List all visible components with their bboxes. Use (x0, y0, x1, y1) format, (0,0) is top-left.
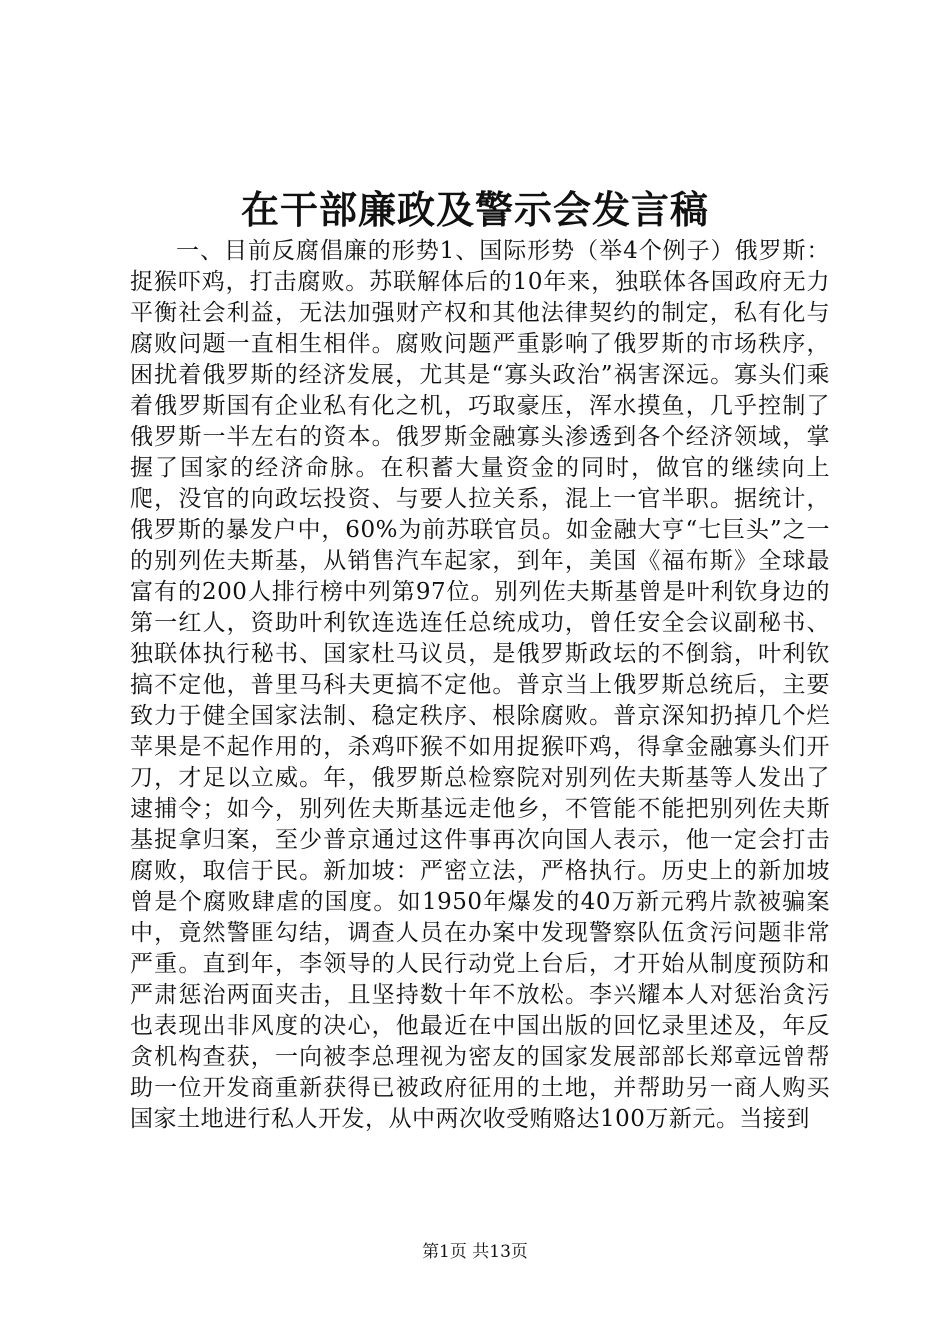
page-number-footer: 第1页 共13页 (422, 1242, 528, 1262)
document-title: 在干部廉政及警示会发言稿 (240, 187, 709, 232)
document-body-paragraph: 一、目前反腐倡廉的形势1、国际形势（举4个例子）俄罗斯：捉猴吓鸡，打击腐败。苏联解体后的10年来，独联体各国政府无力平衡社会利益，无法加强财产权和其他法律契约的制定，私有化与腐败问题一直相生相伴。腐败问题严重影响了俄罗斯的市场秩序，困扰着俄罗斯的经济发展，尤其是“寡头政治”祸害深远。寡头们乘着俄罗斯国有企业私有化之机，巧取豪压，浑水摸鱼，几乎控制了俄罗斯一半左右的资本。俄罗斯金融寡头渗透到各个经济领域，掌握了国家的经济命脉。在积蓄大量资金的同时，做官的继续向上爬，没官的向政坛投资、与要人拉关系，混上一官半职。据统计，俄罗斯的暴发户中，60%为前苏联官员。如金融大亨“七巨头”之一的别列佐夫斯基，从销售汽车起家，到年，美国《福布斯》全球最富有的200人排行榜中列第97位。别列佐夫斯基曾是叶利钦身边的第一红人，资助叶利钦连选连任总统成功，曾任安全会议副秘书、独联体执行秘书、国家杜马议员，是俄罗斯政坛的不倒翁，叶利钦搞不定他，普里马科夫更搞不定他。普京当上俄罗斯总统后，主要致力于健全国家法制、稳定秩序、根除腐败。普京深知扔掉几个烂苹果是不起作用的，杀鸡吓猴不如用捉猴吓鸡，得拿金融寡头们开刀，才足以立威。年，俄罗斯总检察院对别列佐夫斯基等人发出了逮捕令；如今，别列佐夫斯基远走他乡，不管能不能把别列佐夫斯基捉拿归案，至少普京通过这件事再次向国人表示，他一定会打击腐败，取信于民。新加坡：严密立法，严格执行。历史上的新加坡曾是个腐败肆虐的国度。如1950年爆发的40万新元鸦片款被骗案中，竟然警匪勾结，调查人员在办案中发现警察队伍贪污问题非常严重。直到年，李领导的人民行动党上台后，才开始从制度预防和严肃惩治两面夹击，且坚持数十年不放松。李兴耀本人对惩治贪污也表现出非风度的决心，他最近在中国出版的回忆录里述及，年反贪机构查获，一向被李总理视为密友的国家发展部部长郑章远曾帮助一位开发商重新获得已被政府征用的土地，并帮助另一商人购买国家土地进行私人开发，从中两次收受贿赂达100万新元。当接到 (130, 238, 830, 1132)
